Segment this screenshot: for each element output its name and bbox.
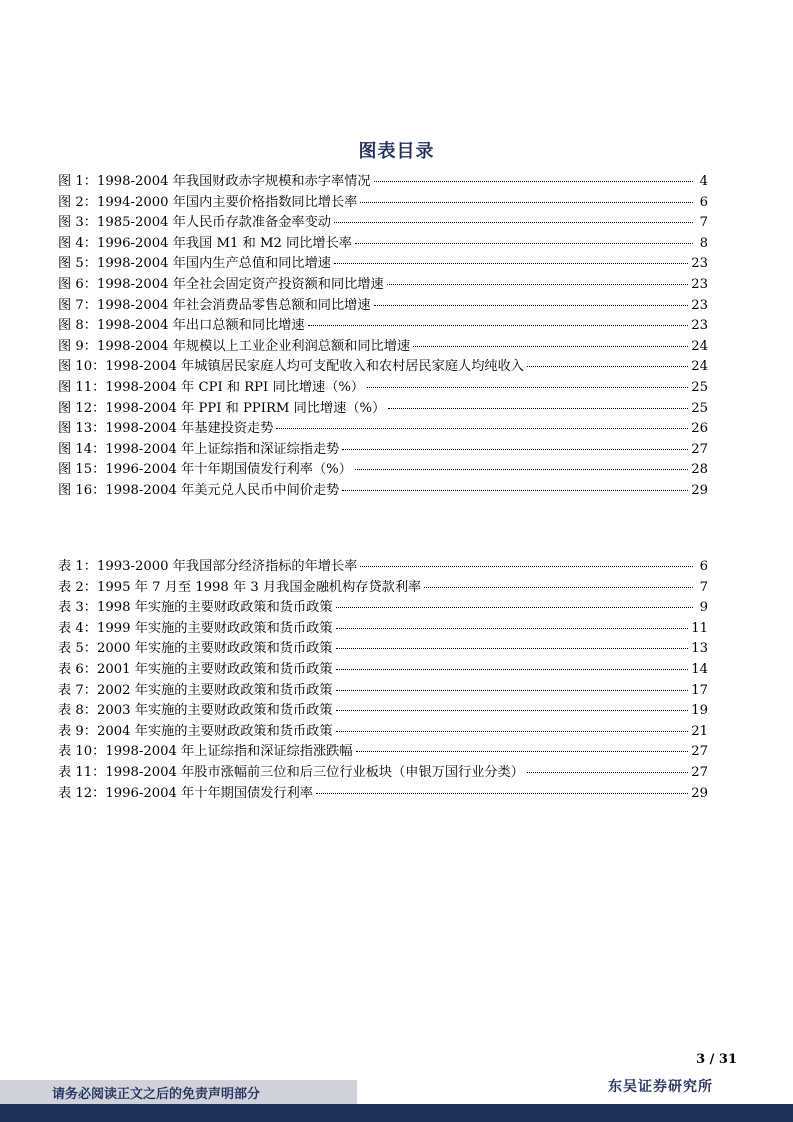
toc-entry-label: 表 3：1998 年实施的主要财政政策和货币政策 [58,600,333,616]
toc-entry-label: 表 7：2002 年实施的主要财政政策和货币政策 [58,682,333,698]
toc-entry-label: 图 8：1998-2004 年出口总额和同比增速 [58,318,305,334]
toc-entry[interactable] [58,722,708,743]
toc-entry[interactable] [58,598,708,619]
toc-entry[interactable] [58,193,708,214]
footer-brand: 东吴证券研究所 [608,1079,713,1095]
toc-entry-page: 13 [691,641,708,657]
dot-leader [356,750,689,752]
toc-entry-page: 19 [691,703,708,719]
toc-entry-label: 图 12：1998-2004 年 PPI 和 PPIRM 同比增速（%） [58,400,386,416]
toc-entry[interactable] [58,557,708,578]
toc-entry-label: 表 12：1996-2004 年十年期国债发行利率 [58,785,313,801]
toc-entry-label: 图 11：1998-2004 年 CPI 和 RPI 同比增速（%） [58,379,365,395]
footer-bar [0,1104,793,1122]
figure-list [58,172,708,502]
dot-leader [374,180,693,182]
toc-entry-page: 7 [699,215,708,231]
toc-entry-page: 8 [699,235,708,251]
dot-leader [336,709,689,711]
toc-entry-label: 表 8：2003 年实施的主要财政政策和货币政策 [58,703,333,719]
toc-entry-page: 23 [691,256,708,272]
toc-entry-label: 表 4：1999 年实施的主要财政政策和货币政策 [58,620,333,636]
toc-entry[interactable] [58,784,708,805]
dot-leader [360,201,693,203]
dot-leader [276,427,688,429]
toc-entry-page: 27 [691,764,708,780]
dot-leader [367,386,688,388]
dot-leader [308,324,689,326]
dot-leader [334,221,693,223]
toc-entry-page: 29 [691,482,708,498]
dot-leader [336,668,689,670]
toc-entry-label: 图 15：1996-2004 年十年期国债发行利率（%） [58,462,352,478]
toc-entry-label: 图 4：1996-2004 年我国 M1 和 M2 同比增长率 [58,235,352,251]
dot-leader [342,489,688,491]
toc-entry[interactable] [58,357,708,378]
page-number: 3 / 31 [696,1052,737,1067]
toc-entry[interactable] [58,578,708,599]
toc-entry-label: 图 10：1998-2004 年城镇居民家庭人均可支配收入和农村居民家庭人均纯收入 [58,359,524,375]
toc-entry-label: 表 9：2004 年实施的主要财政政策和货币政策 [58,723,333,739]
toc-entry-page: 6 [699,559,708,574]
toc-entry-label: 表 11：1998-2004 年股市涨幅前三位和后三位行业板块（申银万国行业分类） [58,764,524,780]
toc-entry-label: 表 10：1998-2004 年上证综指和深证综指涨跌幅 [58,744,353,760]
toc-entry[interactable] [58,701,708,722]
toc-entry-page: 27 [691,744,708,760]
toc-entry[interactable] [58,378,708,399]
toc-entry-label: 图 7：1998-2004 年社会消费品零售总额和同比增速 [58,297,371,313]
toc-entry-page: 24 [691,338,708,354]
dot-leader [355,468,688,470]
toc-entry-label: 表 5：2000 年实施的主要财政政策和货币政策 [58,641,333,657]
toc-entry-label: 图 5：1998-2004 年国内生产总值和同比增速 [58,256,331,272]
toc-entry-label: 图 6：1998-2004 年全社会固定资产投资额和同比增速 [58,276,384,292]
page-title: 图表目录 [358,141,435,162]
toc-entry[interactable] [58,440,708,461]
toc-entry-label: 图 9：1998-2004 年规模以上工业企业利润总额和同比增速 [58,338,411,354]
toc-entry-page: 23 [691,276,708,292]
dot-leader [336,647,689,649]
dot-leader [334,262,688,264]
toc-entry-page: 24 [691,359,708,375]
dot-leader [424,586,693,588]
dot-leader [336,627,689,629]
toc-entry[interactable] [58,481,708,502]
toc-entry[interactable] [58,763,708,784]
toc-entry-page: 7 [699,579,708,595]
dot-leader [336,606,693,608]
dot-leader [342,448,688,450]
toc-entry-page: 25 [691,379,708,395]
toc-entry-page: 27 [691,441,708,457]
dot-leader [527,771,688,773]
toc-entry-label: 图 13：1998-2004 年基建投资走势 [58,421,274,437]
toc-entry-page: 23 [691,297,708,313]
toc-entry[interactable] [58,460,708,481]
toc-entry[interactable] [58,172,708,193]
toc-entry[interactable] [58,742,708,763]
toc-entry[interactable] [58,316,708,337]
dot-leader [336,730,689,732]
toc-entry[interactable] [58,419,708,440]
toc-entry-page: 28 [691,462,708,478]
toc-entry-page: 26 [691,421,708,437]
dot-leader [316,792,688,794]
toc-entry[interactable] [58,337,708,358]
toc-entry-page: 9 [699,600,708,616]
toc-entry-label: 表 1：1993-2000 年我国部分经济指标的年增长率 [58,559,358,574]
toc-entry-label: 表 2：1995 年 7 月至 1998 年 3 月我国金融机构存贷款利率 [58,579,422,595]
toc-entry-label: 图 14：1998-2004 年上证综指和深证综指走势 [58,441,340,457]
table-list [58,557,708,804]
toc-entry-page: 14 [691,661,708,677]
toc-entry[interactable] [58,296,708,317]
toc-entry-label: 表 6：2001 年实施的主要财政政策和货币政策 [58,661,333,677]
toc-entry-page: 11 [691,620,708,636]
dot-leader [388,407,688,409]
toc-entry-page: 25 [691,400,708,416]
toc-entry-page: 4 [699,174,708,189]
toc-entry[interactable] [58,399,708,420]
toc-entry[interactable] [58,619,708,640]
toc-entry[interactable] [58,254,708,275]
toc-entry-page: 6 [699,194,708,210]
toc-entry-label: 图 2：1994-2000 年国内主要价格指数同比增长率 [58,194,358,210]
toc-entry[interactable] [58,234,708,255]
toc-entry[interactable] [58,213,708,234]
toc-entry-page: 23 [691,318,708,334]
toc-entry[interactable] [58,660,708,681]
toc-entry-label: 图 16：1998-2004 年美元兑人民币中间价走势 [58,482,340,498]
toc-entry[interactable] [58,639,708,660]
dot-leader [374,304,689,306]
toc-entry-page: 29 [691,785,708,801]
toc-entry-page: 17 [691,682,708,698]
toc-entry[interactable] [58,681,708,702]
toc-entry[interactable] [58,275,708,296]
dot-leader [355,242,693,244]
dot-leader [527,365,688,367]
dot-leader [360,565,693,567]
toc-entry-label: 图 3：1985-2004 年人民币存款准备金率变动 [58,215,331,231]
toc-entry-label: 图 1：1998-2004 年我国财政赤字规模和赤字率情况 [58,174,371,189]
dot-leader [387,283,688,285]
toc-entry-page: 21 [691,723,708,739]
dot-leader [336,689,689,691]
footer-disclaimer: 请务必阅读正文之后的免责声明部分 [0,1080,357,1110]
dot-leader [413,345,688,347]
